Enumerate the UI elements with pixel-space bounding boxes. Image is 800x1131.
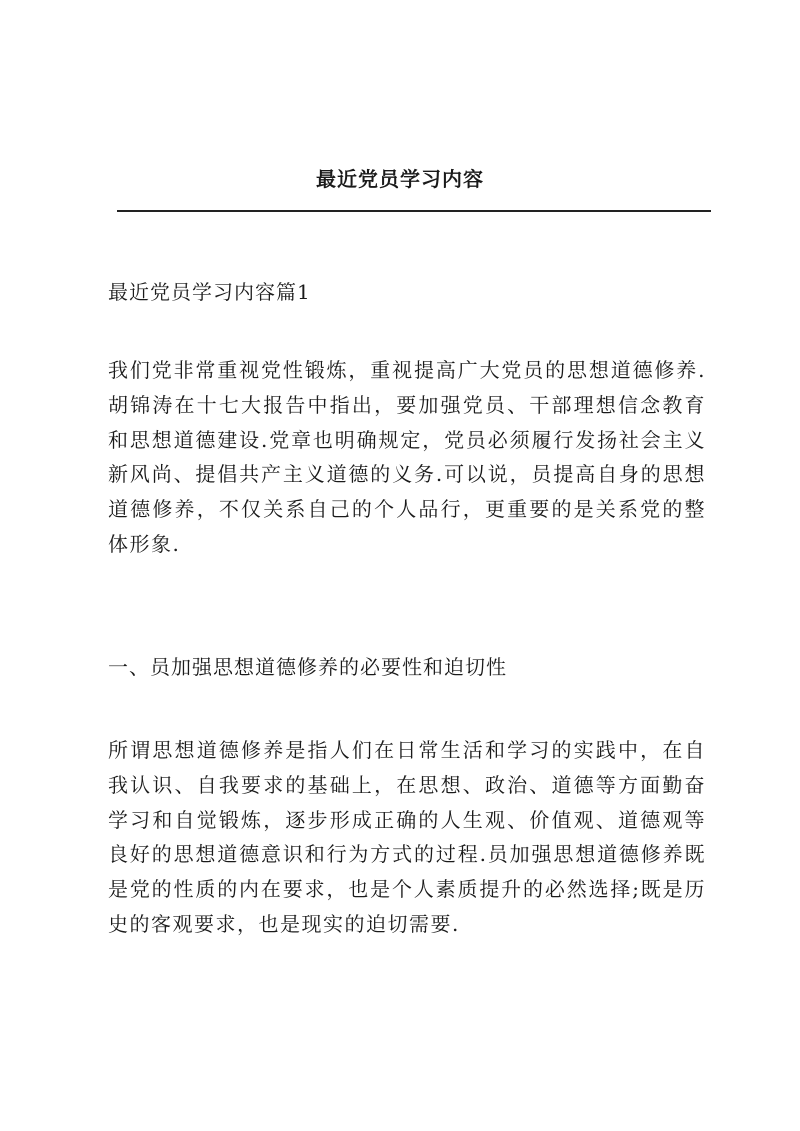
section-heading: 一、员加强思想道德修养的必要性和迫切性 bbox=[108, 655, 507, 679]
paragraph-intro: 我们党非常重视党性锻炼，重视提高广大党员的思想道德修养.胡锦涛在十七大报告中指出，要加强党员、干部理想信念教育和思想道德建设.党章也明确规定，党员必须履行发扬社会主义新风尚、提倡共产主义道德的义务.可以说，员提高自身的思想道德修养，不仅关系自己的个人品行，更重要的是关系党的整体形象. bbox=[108, 358, 706, 556]
article-subtitle: 最近党员学习内容篇1 bbox=[108, 280, 311, 304]
page-title: 最近党员学习内容 bbox=[316, 167, 484, 191]
paragraph-definition: 所谓思想道德修养是指人们在日常生活和学习的实践中，在自我认识、自我要求的基础上，在思想、政治、道德等方面勤奋学习和自觉锻炼，逐步形成正确的人生观、价值观、道德观等良好的思想道德意识和行为方式的过程.员加强思想道德修养既是党的性质的内在要求，也是个人素质提升的必然选择;既是历史的客观要求，也是现实的迫切需要. bbox=[108, 738, 706, 936]
title-divider bbox=[117, 210, 711, 212]
